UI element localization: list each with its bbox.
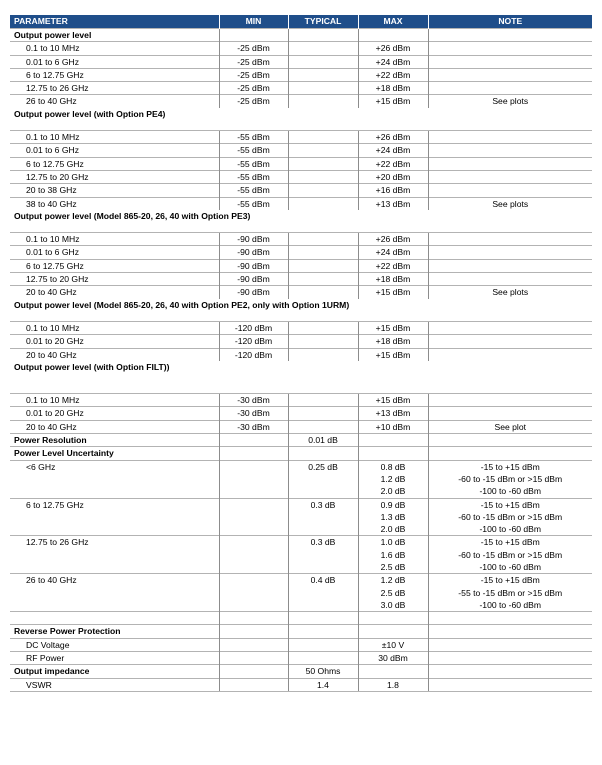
row-max: +24 dBm bbox=[358, 246, 428, 259]
row-note: -55 to -15 dBm or >15 dBm bbox=[458, 587, 563, 598]
table-row bbox=[10, 246, 592, 259]
row-note bbox=[428, 184, 592, 197]
section-title: Power Level Uncertainty bbox=[10, 447, 219, 460]
row-max: 1.2 dB bbox=[380, 473, 406, 484]
row-label: 38 to 40 GHz bbox=[10, 197, 219, 210]
row-label: DC Voltage bbox=[10, 638, 219, 651]
section-title: Output power level (Model 865-20, 26, 40 with Option PE3) bbox=[14, 210, 251, 221]
table-row bbox=[10, 184, 592, 197]
header-max: MAX bbox=[358, 15, 428, 29]
table-row bbox=[10, 348, 592, 361]
section-heading bbox=[10, 210, 592, 222]
table-row bbox=[10, 652, 592, 665]
table-row bbox=[10, 678, 592, 691]
section-title: Output power level (with Option FILT)) bbox=[14, 361, 170, 372]
table-row bbox=[10, 233, 592, 246]
row-max: +13 dBm bbox=[358, 197, 428, 210]
table-row bbox=[10, 460, 592, 498]
row-note: -15 to +15 dBm bbox=[480, 499, 540, 510]
table-row bbox=[10, 42, 592, 55]
row-note bbox=[428, 407, 592, 420]
row-min: -55 dBm bbox=[219, 184, 288, 197]
row-label: 0.1 to 10 MHz bbox=[10, 394, 219, 407]
row-note: -60 to -15 dBm or >15 dBm bbox=[458, 549, 563, 560]
section-title: Reverse Power Protection bbox=[10, 625, 219, 638]
row-max: 3.0 dB bbox=[380, 599, 406, 610]
row-typical: 0.4 dB bbox=[288, 574, 358, 612]
row-label: 20 to 40 GHz bbox=[10, 348, 219, 361]
row-max: 1.2 dB bbox=[380, 575, 406, 586]
row-note bbox=[428, 42, 592, 55]
row-max: +24 dBm bbox=[358, 55, 428, 68]
row-label: 0.1 to 10 MHz bbox=[10, 233, 219, 246]
row-note: -15 to +15 dBm bbox=[480, 461, 540, 472]
table-row bbox=[10, 286, 592, 299]
row-note bbox=[428, 246, 592, 259]
row-label: 12.75 to 26 GHz bbox=[10, 82, 219, 95]
table-row bbox=[10, 131, 592, 144]
row-min: -25 dBm bbox=[219, 42, 288, 55]
row-label: 26 to 40 GHz bbox=[10, 95, 219, 108]
row-max: 1.6 dB bbox=[380, 549, 406, 560]
row-note: -100 to -60 dBm bbox=[479, 599, 542, 610]
row-max: 2.0 dB bbox=[380, 524, 406, 535]
row-max: +22 dBm bbox=[358, 259, 428, 272]
row-label: 6 to 12.75 GHz bbox=[10, 498, 219, 536]
row-min: -25 dBm bbox=[219, 68, 288, 81]
row-min: -90 dBm bbox=[219, 259, 288, 272]
row-max: 2.5 dB bbox=[380, 587, 406, 598]
row-note bbox=[428, 157, 592, 170]
row-max: +24 dBm bbox=[358, 144, 428, 157]
row-label: 26 to 40 GHz bbox=[10, 574, 219, 612]
row-min: -30 dBm bbox=[219, 420, 288, 433]
table-row bbox=[10, 574, 592, 612]
table-row bbox=[10, 170, 592, 183]
row-label: 12.75 to 20 GHz bbox=[10, 170, 219, 183]
row-note bbox=[428, 348, 592, 361]
row-min: -90 dBm bbox=[219, 246, 288, 259]
row-max: 1.3 dB bbox=[380, 511, 406, 522]
table-row bbox=[10, 536, 592, 574]
spec-table bbox=[10, 15, 592, 692]
row-note: See plots bbox=[428, 197, 592, 210]
table-row bbox=[10, 638, 592, 651]
row-max: +15 dBm bbox=[358, 394, 428, 407]
row-max: +16 dBm bbox=[358, 184, 428, 197]
section-heading bbox=[10, 361, 592, 373]
row-note bbox=[428, 273, 592, 286]
row-label: 20 to 38 GHz bbox=[10, 184, 219, 197]
row-max: 1.8 bbox=[358, 678, 428, 691]
row-label: 0.1 to 10 MHz bbox=[10, 42, 219, 55]
row-note bbox=[428, 144, 592, 157]
row-note bbox=[428, 170, 592, 183]
section-heading bbox=[10, 29, 592, 42]
row-min: -120 dBm bbox=[219, 335, 288, 348]
row-note: -60 to -15 dBm or >15 dBm bbox=[458, 473, 563, 484]
row-label: 12.75 to 26 GHz bbox=[10, 536, 219, 574]
row-note: See plots bbox=[428, 286, 592, 299]
table-row bbox=[10, 612, 592, 625]
row-note bbox=[428, 335, 592, 348]
row-label: 0.01 to 6 GHz bbox=[10, 144, 219, 157]
row-max: +22 dBm bbox=[358, 68, 428, 81]
row-note bbox=[428, 55, 592, 68]
header-row bbox=[10, 15, 592, 29]
row-label: VSWR bbox=[10, 678, 219, 691]
row-note: See plots bbox=[428, 95, 592, 108]
row-min: -55 dBm bbox=[219, 157, 288, 170]
table-row bbox=[10, 95, 592, 108]
row-note: -100 to -60 dBm bbox=[479, 524, 542, 535]
row-max: +26 dBm bbox=[358, 131, 428, 144]
row-max: 0.8 dB bbox=[380, 461, 406, 472]
section-title: Output impedance bbox=[10, 665, 219, 678]
section-title: Output power level (Model 865-20, 26, 40 with Option PE2, only with Option 1URM) bbox=[14, 299, 350, 310]
row-max: 30 dBm bbox=[358, 652, 428, 665]
row-min: -55 dBm bbox=[219, 131, 288, 144]
table-row bbox=[10, 273, 592, 286]
row-note bbox=[428, 233, 592, 246]
header-note: NOTE bbox=[428, 15, 592, 29]
row-max: +15 dBm bbox=[358, 95, 428, 108]
section-heading bbox=[10, 299, 592, 311]
header-parameter: PARAMETER bbox=[10, 15, 219, 29]
row-typical: 0.25 dB bbox=[288, 460, 358, 498]
row-note: See plot bbox=[428, 420, 592, 433]
row-min: -120 dBm bbox=[219, 321, 288, 334]
row-note bbox=[428, 394, 592, 407]
row-max: +26 dBm bbox=[358, 233, 428, 246]
row-max: 2.5 dB bbox=[380, 561, 406, 572]
row-max: 1.0 dB bbox=[380, 537, 406, 548]
row-label: 0.1 to 10 MHz bbox=[10, 321, 219, 334]
row-min: -25 dBm bbox=[219, 95, 288, 108]
row-label: 20 to 40 GHz bbox=[10, 420, 219, 433]
row-note: -100 to -60 dBm bbox=[479, 486, 542, 497]
table-row bbox=[10, 498, 592, 536]
section-heading bbox=[10, 447, 592, 460]
table-row bbox=[10, 407, 592, 420]
table-row bbox=[10, 68, 592, 81]
section-heading bbox=[10, 625, 592, 638]
row-note bbox=[428, 131, 592, 144]
row-min: -90 dBm bbox=[219, 233, 288, 246]
row-min: -30 dBm bbox=[219, 407, 288, 420]
row-label: 0.01 to 20 GHz bbox=[10, 335, 219, 348]
section-heading bbox=[10, 108, 592, 120]
row-note bbox=[428, 82, 592, 95]
row-typical: 0.3 dB bbox=[288, 536, 358, 574]
table-row bbox=[10, 394, 592, 407]
row-max: +13 dBm bbox=[358, 407, 428, 420]
row-label: 6 to 12.75 GHz bbox=[10, 68, 219, 81]
row-typical: 0.3 dB bbox=[288, 498, 358, 536]
row-max: +18 dBm bbox=[358, 335, 428, 348]
row-min: -90 dBm bbox=[219, 273, 288, 286]
row-min: -55 dBm bbox=[219, 144, 288, 157]
row-max: +22 dBm bbox=[358, 157, 428, 170]
table-row bbox=[10, 82, 592, 95]
table-row bbox=[10, 420, 592, 433]
table-row bbox=[10, 197, 592, 210]
table-row bbox=[10, 144, 592, 157]
section-title: Output power level bbox=[10, 29, 219, 42]
row-max: ±10 V bbox=[358, 638, 428, 651]
row-max: +15 dBm bbox=[358, 286, 428, 299]
row-note: -15 to +15 dBm bbox=[480, 575, 540, 586]
section-title: Power Resolution bbox=[10, 434, 219, 447]
row-note: -60 to -15 dBm or >15 dBm bbox=[458, 511, 563, 522]
table-row bbox=[10, 259, 592, 272]
row-max: +18 dBm bbox=[358, 273, 428, 286]
row-note bbox=[428, 321, 592, 334]
section-heading bbox=[10, 665, 592, 678]
row-min: -90 dBm bbox=[219, 286, 288, 299]
section-heading bbox=[10, 434, 592, 447]
row-label: 0.1 to 10 MHz bbox=[10, 131, 219, 144]
row-min: -25 dBm bbox=[219, 82, 288, 95]
row-max: +18 dBm bbox=[358, 82, 428, 95]
row-min: -25 dBm bbox=[219, 55, 288, 68]
row-typical: 1.4 bbox=[288, 678, 358, 691]
row-max: 2.0 dB bbox=[380, 486, 406, 497]
row-min: -30 dBm bbox=[219, 394, 288, 407]
row-label: 0.01 to 6 GHz bbox=[10, 55, 219, 68]
impedance-typical: 50 Ohms bbox=[288, 665, 358, 678]
table-row bbox=[10, 335, 592, 348]
row-note bbox=[428, 68, 592, 81]
row-note bbox=[428, 259, 592, 272]
row-label: 0.01 to 6 GHz bbox=[10, 246, 219, 259]
row-min: -120 dBm bbox=[219, 348, 288, 361]
row-label: 12.75 to 20 GHz bbox=[10, 273, 219, 286]
row-label: <6 GHz bbox=[10, 460, 219, 498]
row-max: +15 dBm bbox=[358, 321, 428, 334]
row-min: -55 dBm bbox=[219, 197, 288, 210]
header-min: MIN bbox=[219, 15, 288, 29]
row-max: 0.9 dB bbox=[380, 499, 406, 510]
row-note: -100 to -60 dBm bbox=[479, 561, 542, 572]
row-max: +15 dBm bbox=[358, 348, 428, 361]
row-note: -15 to +15 dBm bbox=[480, 537, 540, 548]
row-min: -55 dBm bbox=[219, 170, 288, 183]
row-label: RF Power bbox=[10, 652, 219, 665]
resolution-typical: 0.01 dB bbox=[288, 434, 358, 447]
row-max: +26 dBm bbox=[358, 42, 428, 55]
row-label: 0.01 to 20 GHz bbox=[10, 407, 219, 420]
row-label: 6 to 12.75 GHz bbox=[10, 259, 219, 272]
table-row bbox=[10, 321, 592, 334]
row-max: +20 dBm bbox=[358, 170, 428, 183]
row-max: +10 dBm bbox=[358, 420, 428, 433]
row-label: 6 to 12.75 GHz bbox=[10, 157, 219, 170]
section-title: Output power level (with Option PE4) bbox=[14, 108, 166, 119]
table-row bbox=[10, 157, 592, 170]
row-label: 20 to 40 GHz bbox=[10, 286, 219, 299]
table-row bbox=[10, 55, 592, 68]
header-typical: TYPICAL bbox=[288, 15, 358, 29]
